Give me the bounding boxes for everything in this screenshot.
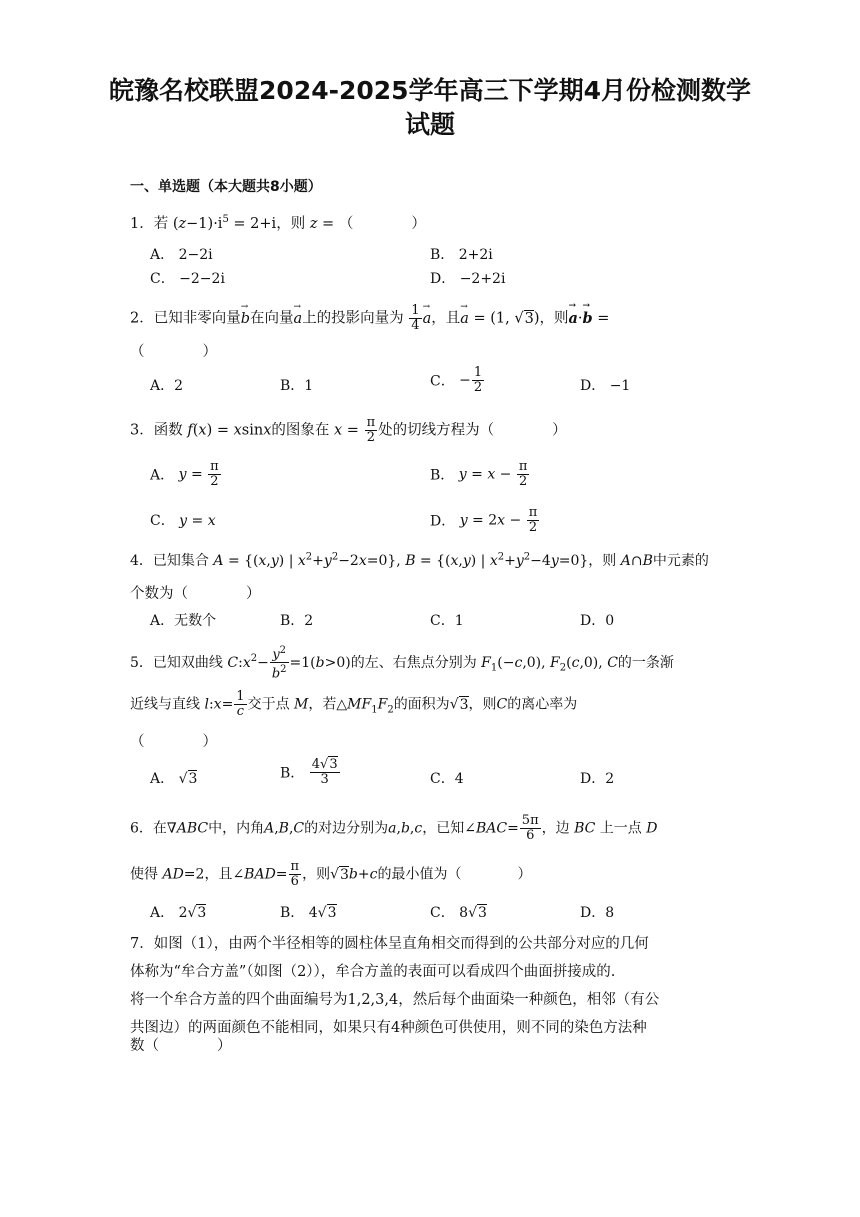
question-3-option-b[interactable]: B． y = x − $\frac{\pi}{2}$ xyxy=(430,459,528,489)
question-2-stem: 2．已知非零向量→ b在向量→ a上的投影向量为 $\frac{1}{4}$ → a，且→ a = (1, √3)，则→ a·→ b = xyxy=(130,304,609,333)
question-5-paren: （ ） xyxy=(130,734,217,750)
question-1-stem: 1．若 $(z-1)\cdot i^5 = 2+i$，则 z = （ ） xyxy=(130,214,426,232)
question-1-option-c[interactable]: C． −2−2i xyxy=(150,271,225,287)
question-1-option-b[interactable]: B． 2+2i xyxy=(430,247,493,263)
question-1-option-a[interactable]: A． 2−2i xyxy=(150,247,213,263)
question-3-option-d[interactable]: D． y = 2x − $\frac{\pi}{2}$ xyxy=(430,505,538,535)
question-2-option-d[interactable]: D． −1 xyxy=(580,378,631,394)
question-6-stem: 6．在∇ABC中，内角A,B,C的对边分别为a,b,c，已知∠BAC= $\frac{5\pi}{6}$ ，边 BC 上一点 D xyxy=(130,813,658,843)
question-5-option-c[interactable]: C．4 xyxy=(430,771,464,787)
question-6-option-b[interactable]: B． 4√3 xyxy=(280,905,337,921)
question-4-stem-cont: 个数为（ ） xyxy=(130,586,261,602)
question-7-line-5: 数（ ） xyxy=(130,1038,232,1054)
question-5-stem: 5．已知双曲线 $C:x^2-$ $\frac{y^2}{b^2}$ =1(b>0)的左、右焦点分别为 $F_1(-c,0)$, $F_2(c,0)$, C的一条渐 xyxy=(130,645,674,682)
question-6-option-a[interactable]: A． 2√3 xyxy=(150,905,207,921)
question-7-line-2: 体称为“牟合方盖”（如图（2）），牟合方盖的表面可以看成四个曲面拼接成的. xyxy=(130,964,616,980)
question-4-option-b[interactable]: B．2 xyxy=(280,613,314,629)
question-4-option-d[interactable]: D．0 xyxy=(580,613,615,629)
question-7-line-4: 共图边）的两面颜色不能相同，如果只有4种颜色可供使用，则不同的染色方法种 xyxy=(130,1020,647,1036)
question-7-line-1: 7．如图（1），由两个半径相等的圆柱体呈直角相交而得到的公共部分对应的几何 xyxy=(130,936,649,952)
question-4-option-a[interactable]: A．无数个 xyxy=(150,613,217,629)
question-1-option-d[interactable]: D． −2+2i xyxy=(430,271,506,287)
question-6-option-d[interactable]: D．8 xyxy=(580,905,615,921)
section-heading-single-choice: 一、单选题（本大题共8小题） xyxy=(130,179,322,195)
exam-title-line1: 皖豫名校联盟2024-2025学年高三下学期4月份检测数学 xyxy=(109,76,751,105)
question-3-option-c[interactable]: C． y = x xyxy=(150,513,216,529)
question-4-option-c[interactable]: C．1 xyxy=(430,613,464,629)
question-5-option-d[interactable]: D．2 xyxy=(580,771,615,787)
question-5-option-a[interactable]: A． √3 xyxy=(150,771,198,787)
question-6-stem-cont: 使得 AD=2，且∠BAD= $\frac{\pi}{6}$ ，则√3b+c的最小值为（ ） xyxy=(130,859,532,889)
exam-title-line2: 试题 xyxy=(404,110,455,139)
question-4-stem: 4．已知集合 A = {(x,y) | $x^2+y^2-2x=0$}, B = {(x,y) | $x^2+y^2-4y=0$}，则 A∩B中元素的 xyxy=(130,551,709,569)
question-2-paren: （ ） xyxy=(130,344,217,360)
question-6-option-c[interactable]: C． 8√3 xyxy=(430,905,487,921)
question-2-option-c[interactable]: C． − $\frac{1}{2}$ xyxy=(430,365,483,395)
question-2-option-a[interactable]: A．2 xyxy=(150,378,184,394)
question-5-option-b[interactable]: B． $\frac{4√3}{3}$ xyxy=(280,757,338,787)
question-3-stem: 3．函数 f(x) = xsinx的图象在 x = $\frac{\pi}{2}$ 处的切线方程为（ ） xyxy=(130,415,567,445)
question-5-stem-cont: 近线与直线 l:x= $\frac{1}{c}$ 交于点 M，若$\triangle MF_1F_2$的面积为√3，则C的离心率为 xyxy=(130,689,578,719)
question-2-option-b[interactable]: B．1 xyxy=(280,378,314,394)
question-7-line-3: 将一个牟合方盖的四个曲面编号为1,2,3,4，然后每个曲面染一种颜色，相邻（有公 xyxy=(130,992,660,1008)
question-3-option-a[interactable]: A． y = $\frac{\pi}{2}$ xyxy=(150,459,219,489)
